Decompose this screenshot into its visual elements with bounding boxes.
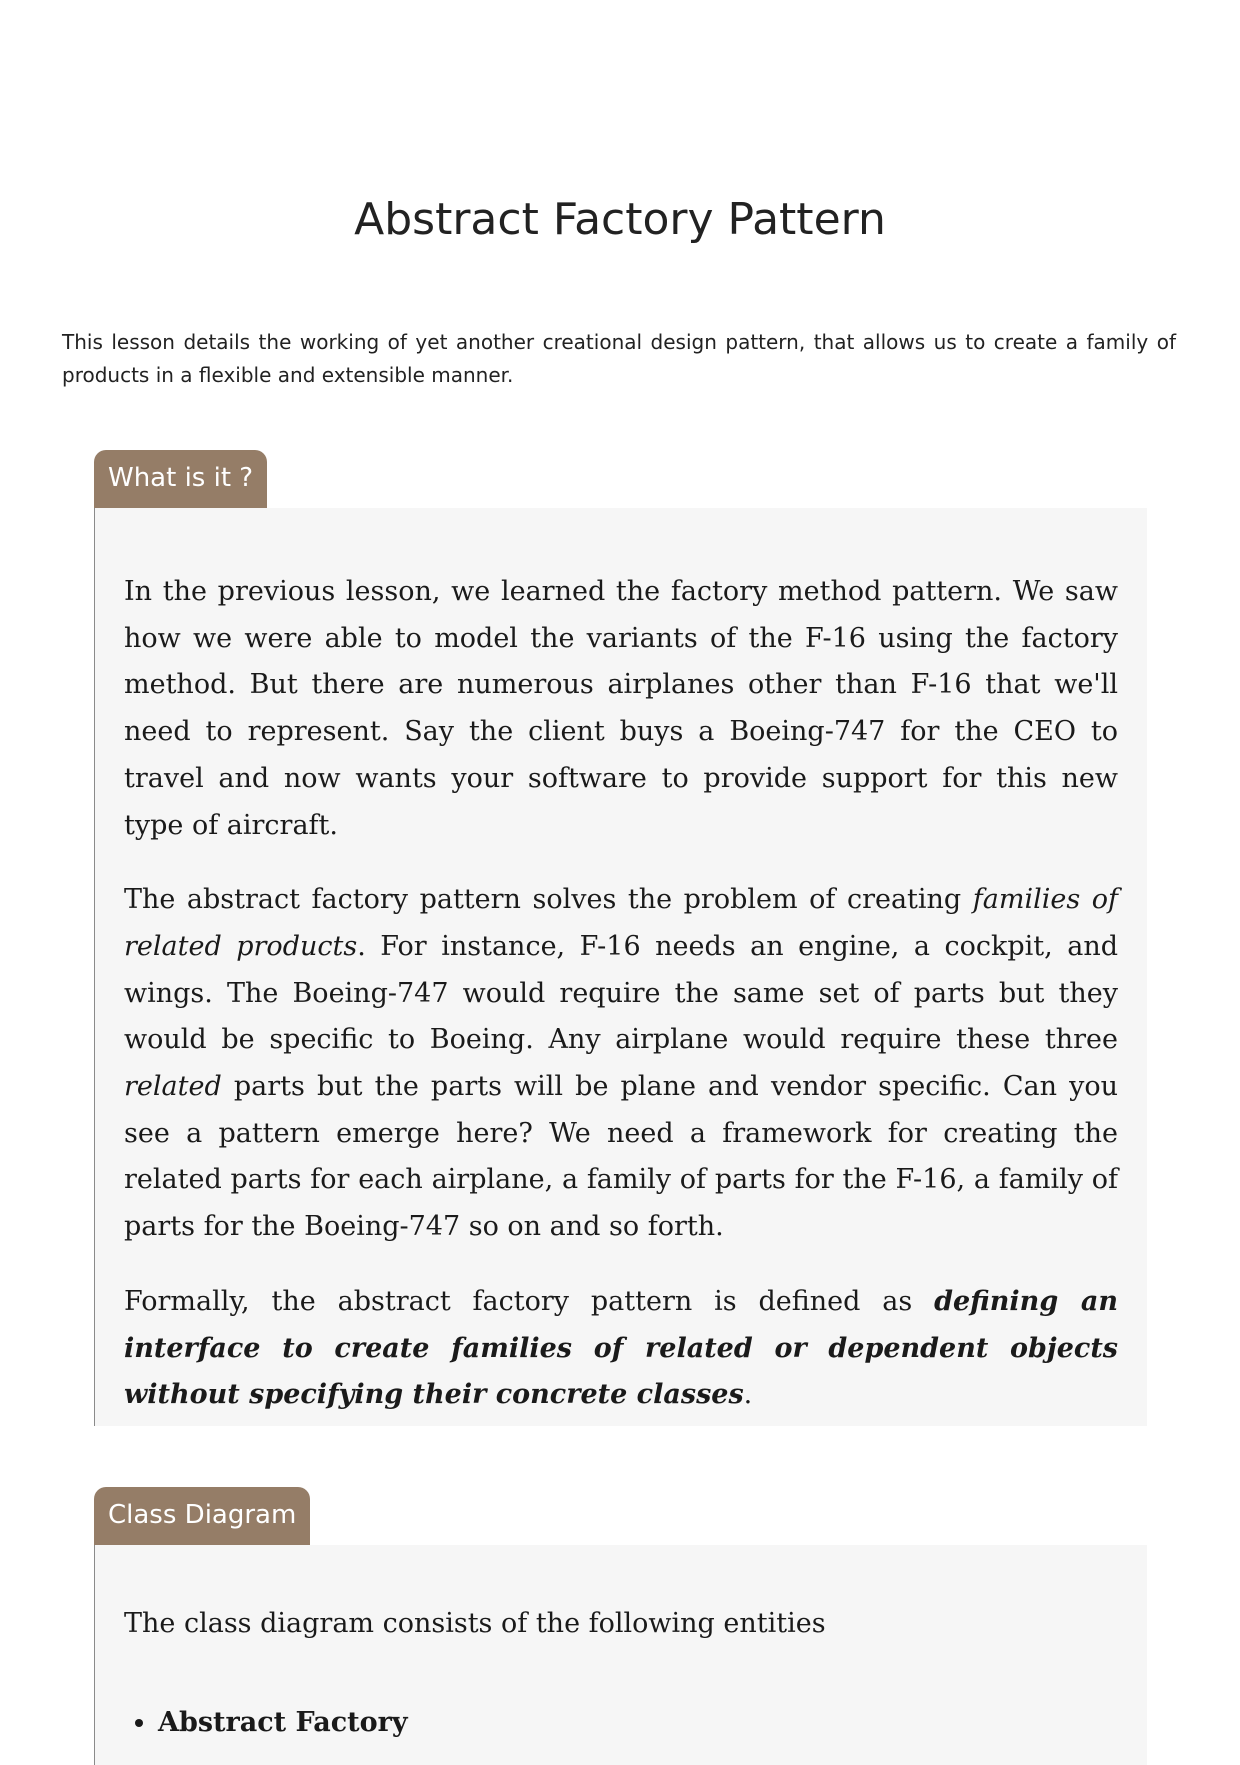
paragraph-abstract-factory-problem: [124, 877, 1118, 1251]
paragraph-class-diagram-intro: The class diagram consists of the following entities: [124, 1608, 826, 1639]
definition-text: defining an interface to create families of related or dependent objects without specifying their concrete classes: [124, 1285, 1119, 1411]
paragraph-formal-definition: [124, 1279, 1118, 1419]
paragraph-previous-lesson: In the previous lesson, we learned the factory method pattern. We saw how we were able to model the variants of the F-16 using the factory method. But there are numerous airplanes other than F-16 that we'll need to represent. Say the client buys a Boeing-747 for the CEO to travel and now wants your software to provide support for this new type of aircraft.: [124, 576, 1118, 841]
section-what-is-it: [94, 450, 1147, 1426]
section-body-class-diagram: [94, 1545, 1147, 1765]
paragraph-text: Formally, the abstract factory pattern is defined as: [124, 1285, 935, 1317]
list-item-entity: • Abstract Factory: [158, 1700, 1118, 1746]
section-tab-what-is-it: What is it ?: [94, 450, 267, 508]
section-body-what-is-it: [94, 508, 1147, 1426]
paragraph-text: parts but the parts will be plane and vendor specific. Can you see a pattern emerge here? We need a framework for creating the related parts for each airplane, a family of parts for the F-16, a family of parts for the Boeing-747 so on and so forth.: [124, 1071, 1118, 1243]
page-title: Abstract Factory Pattern: [354, 194, 886, 245]
entity-list: [124, 1700, 1118, 1746]
paragraph-text: .: [743, 1379, 753, 1411]
section-class-diagram: [94, 1487, 1147, 1765]
paragraph-text: . For instance, F-16 needs an engine, a cockpit, and wings. The Boeing-747 would require the same set of parts but they would be specific to Boeing. Any airplane would require these three: [124, 930, 1119, 1056]
paragraph-text: The abstract factory pattern solves the problem of creating: [124, 884, 973, 916]
lesson-intro: This lesson details the working of yet another creational design pattern, that allows us to create a family of products in a flexible and extensible manner.: [62, 330, 1176, 387]
emphasis-related: related: [124, 1071, 222, 1103]
section-tab-class-diagram: Class Diagram: [94, 1487, 310, 1545]
emphasis-families: families of related products: [124, 884, 1119, 962]
